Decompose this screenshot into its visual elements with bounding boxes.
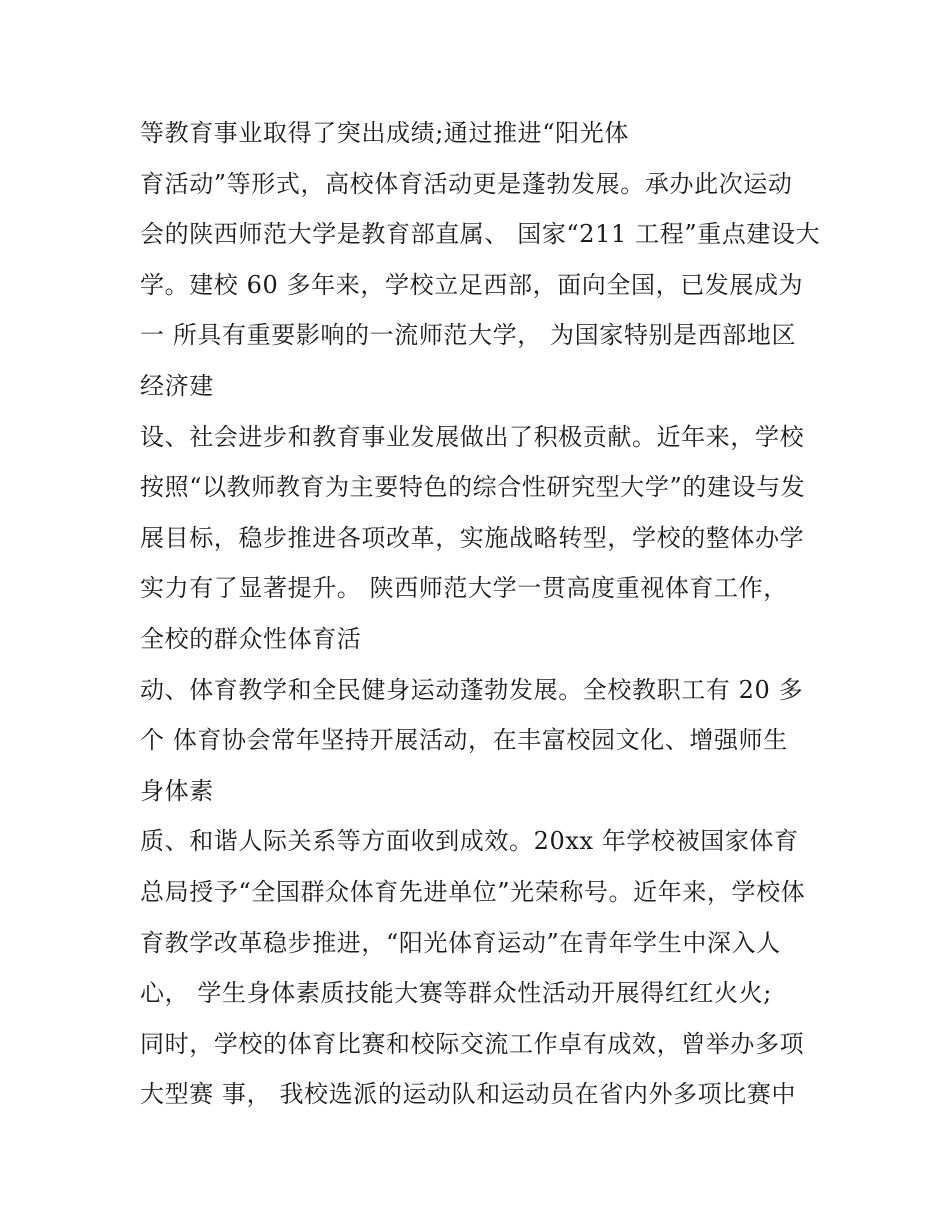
text-line: 等教育事业取得了突出成绩;通过推进“阳光体: [140, 119, 629, 147]
text-line: 个 体育协会常年坚持开展活动，在丰富校园文化、增强师生: [140, 726, 788, 755]
text-line: 展目标，稳步推进各项改革，实施战略转型，学校的整体办学: [140, 523, 805, 552]
text-line: 育活动”等形式，高校体育活动更是蓬勃发展。承办此次运动: [140, 169, 793, 198]
text-line: 经济建: [140, 371, 214, 400]
text-line: 按照“以教师教育为主要特色的综合性研究型大学”的建设与发: [140, 473, 806, 502]
text-line: 总局授予“全国群众体育先进单位”光荣称号。近年来，学校体: [140, 877, 806, 906]
text-line: 学。建校 60 多年来，学校立足西部，面向全国，已发展成为: [140, 270, 804, 299]
text-line: 同时，学校的体育比赛和校际交流工作卓有成效，曾举办多项: [140, 1029, 805, 1058]
text-line: 实力有了显著提升。 陕西师范大学一贯高度重视体育工作，: [140, 574, 788, 603]
text-line: 大型赛 事， 我校选派的运动队和运动员在省内外多项比赛中: [140, 1080, 797, 1109]
text-line: 动、体育教学和全民健身运动蓬勃发展。全校教职工有 20 多: [140, 675, 804, 704]
body-text: [140, 108, 830, 1120]
text-line: 设、社会进步和教育事业发展做出了积极贡献。近年来，学校: [140, 422, 805, 451]
text-line: 一 所具有重要影响的一流师范大学， 为国家特别是西部地区: [140, 321, 797, 350]
text-line: 心， 学生身体素质技能大赛等群众性活动开展得红红火火;: [140, 979, 772, 1008]
text-line: 育教学改革稳步推进，“阳光体育运动”在青年学生中深入人: [140, 928, 781, 957]
text-line: 全校的群众性体育活: [140, 624, 362, 653]
text-line: 质、和谐人际关系等方面收到成效。20xx 年学校被国家体育: [140, 827, 799, 856]
text-line: 会的陕西师范大学是教育部直属、 国家“211 工程”重点建设大: [140, 220, 821, 249]
text-line: 身体素: [140, 776, 214, 805]
